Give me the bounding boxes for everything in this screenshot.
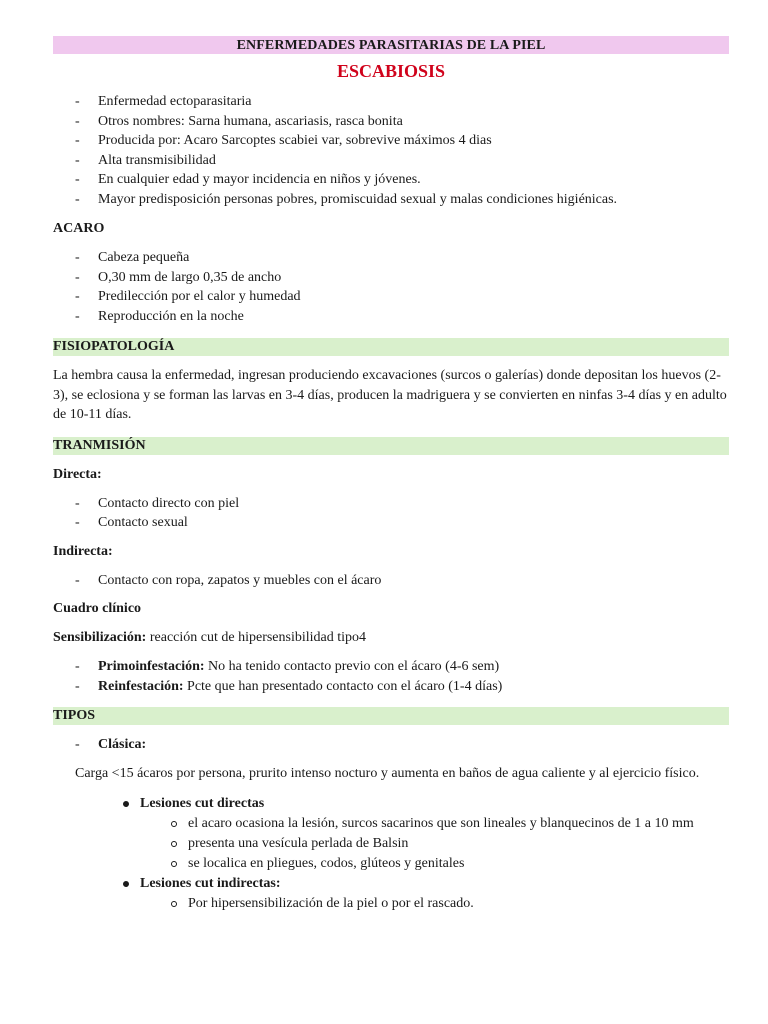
list-item	[53, 735, 729, 755]
indirecta-label: Indirecta:	[53, 543, 113, 559]
list-item	[53, 794, 729, 874]
clasica-label: Clásica:	[98, 737, 147, 752]
transmision-heading: TRANMISIÓN	[53, 437, 729, 455]
intro-list	[53, 92, 729, 209]
list-item: - Predilección por el calor y humedad	[53, 287, 729, 307]
list-item: - Mayor predisposición personas pobres, promiscuidad sexual y malas condiciones higiénicas.	[53, 190, 729, 210]
primoinfestacion-text: No ha tenido contacto previo con el ácaro (4-6 sem)	[204, 659, 500, 674]
document-header-band: ENFERMEDADES PARASITARIAS DE LA PIEL	[53, 36, 729, 54]
list-item: el acaro ocasiona la lesión, surcos sacarinos que son lineales y blanquecinos de 1 a 10 mm	[140, 814, 729, 834]
acaro-heading: ACARO	[53, 221, 105, 236]
list-item: - Contacto sexual	[53, 513, 729, 533]
acaro-list	[53, 248, 729, 326]
indirecta-list	[53, 571, 729, 591]
page-title: ESCABIOSIS	[336, 61, 446, 81]
clasica-paragraph: Carga <15 ácaros por persona, prurito intenso nocturo y aumenta en baños de agua caliente y al ejercicio físico.	[75, 765, 700, 781]
sensibilizacion-label: Sensibilización:	[53, 630, 147, 645]
list-item: - Enfermedad ectoparasitaria	[53, 92, 729, 112]
sensibilizacion-text: reacción cut de hipersensibilidad tipo4	[146, 630, 367, 645]
list-item: - Reproducción en la noche	[53, 307, 729, 327]
document-page	[53, 36, 729, 914]
cuadro-clinico-heading: Cuadro clínico	[53, 601, 142, 616]
list-item: - En cualquier edad y mayor incidencia en niños y jóvenes.	[53, 170, 729, 190]
list-item: - Cabeza pequeña	[53, 248, 729, 268]
reinfestacion-label: Reinfestación:	[98, 678, 184, 694]
tipos-list	[53, 735, 729, 755]
tipos-heading: TIPOS	[53, 707, 729, 725]
lesiones-list	[53, 794, 729, 914]
list-item: - Contacto directo con piel	[53, 494, 729, 514]
list-item: - Producida por: Acaro Sarcoptes scabiei var, sobrevive máximos 4 dias	[53, 131, 729, 151]
list-item: Por hipersensibilización de la piel o por el rascado.	[140, 894, 729, 914]
fisiopatologia-paragraph: La hembra causa la enfermedad, ingresan produciendo excavaciones (surcos o galerías) donde depositan los huevos (2-3), se eclosiona y se forman las larvas en 3-4 días, producen la madriguera y se convierten en ninfas 3-4 días y en adulto de 10-11 días.	[53, 368, 727, 422]
directa-label: Directa:	[53, 466, 102, 482]
list-item: - Contacto con ropa, zapatos y muebles con el ácaro	[53, 571, 729, 591]
list-item	[53, 657, 729, 677]
list-item: se localica en pliegues, codos, glúteos y genitales	[140, 854, 729, 874]
list-item: - Otros nombres: Sarna humana, ascariasis, rasca bonita	[53, 112, 729, 132]
infestacion-list	[53, 657, 729, 696]
lesiones-directas-label: Lesiones cut directas	[140, 796, 265, 811]
list-item: presenta una vesícula perlada de Balsin	[140, 834, 729, 854]
reinfestacion-text: Pcte que han presentado contacto con el ácaro (1-4 días)	[183, 678, 503, 694]
lesiones-indirectas-label: Lesiones cut indirectas:	[140, 876, 281, 891]
list-item	[53, 874, 729, 914]
lesiones-directas-sublist	[140, 814, 729, 874]
sensibilizacion-line	[53, 628, 729, 648]
fisiopatologia-heading: FISIOPATOLOGÍA	[53, 338, 729, 356]
list-item	[53, 677, 729, 697]
list-item: - Alta transmisibilidad	[53, 151, 729, 171]
list-item: - O,30 mm de largo 0,35 de ancho	[53, 268, 729, 288]
primoinfestacion-label: Primoinfestación:	[98, 659, 205, 674]
directa-list	[53, 494, 729, 533]
lesiones-indirectas-sublist	[140, 894, 729, 914]
